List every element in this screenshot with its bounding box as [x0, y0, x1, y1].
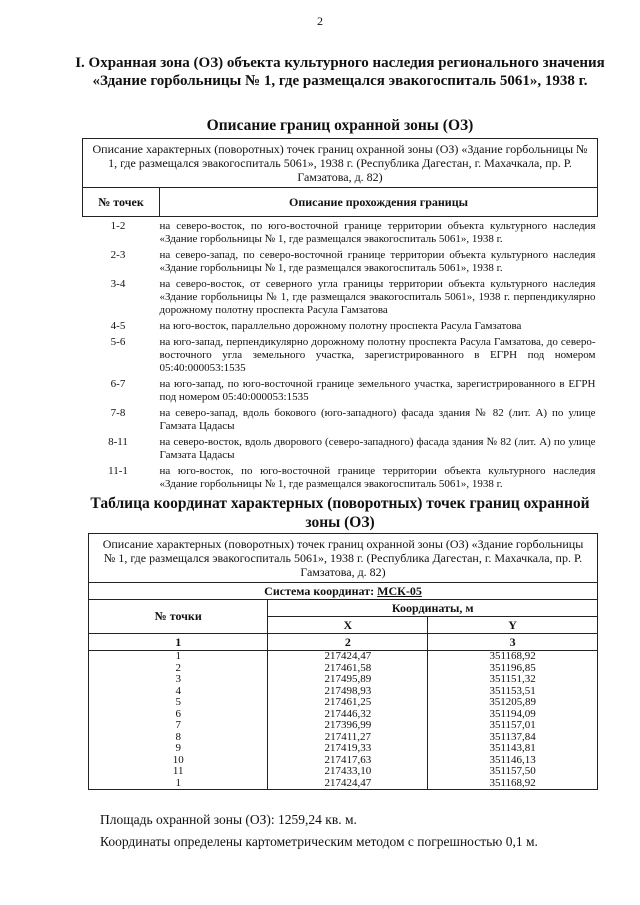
point-x: 217498,93: [268, 686, 428, 698]
boundary-row-text: на юго-запад, перпендикулярно дорожному полотну проспекта Расула Гамзатова, до северо-восточного угла земельного участка, зарегистрированного в ЕГРН под номером 05:40:000053:1535: [159, 336, 596, 374]
boundary-row-points: 2-3: [110, 249, 126, 261]
coordinate-system: [89, 583, 598, 600]
table-row: [89, 697, 598, 709]
col-index-3: 3: [428, 634, 598, 651]
point-x: 217446,32: [268, 709, 428, 721]
point-y: 351194,09: [428, 709, 598, 721]
col-header-point: № точки: [89, 600, 268, 634]
col-index-1: 1: [89, 634, 268, 651]
point-x: 217461,58: [268, 663, 428, 675]
point-y: 351168,92: [428, 651, 598, 663]
point-x: 217417,63: [268, 755, 428, 767]
boundary-row: [83, 220, 598, 249]
boundary-description-table: [82, 138, 598, 494]
area-statement: Площадь охранной зоны (ОЗ): 1259,24 кв. м.: [100, 812, 357, 827]
col-header-x: X: [268, 617, 428, 634]
boundary-row-text: на юго-восток, по юго-восточной границе территории объекта культурного наследия «Здание горбольницы № 1, где размещался эвакогоспиталь 5061», 1938 г.: [159, 465, 596, 490]
point-x: 217411,27: [268, 732, 428, 744]
document-title: I. Охранная зона (ОЗ) объекта культурного наследия регионального значения «Здание горбольницы № 1, где размещался эвакогоспиталь 5061», 1938 г.: [75, 55, 605, 89]
point-x: 217419,33: [268, 743, 428, 755]
coords-table-caption: Описание характерных (поворотных) точек границ охранной зоны (ОЗ) «Здание горбольницы № 1, где размещался эвакогоспиталь 5061», 1938 г. (Республика Дагестан, г. Махачкала, пр. Р. Гамзатова, д. 82): [89, 534, 598, 583]
boundary-section-title: Описание границ охранной зоны (ОЗ): [206, 117, 474, 134]
boundary-row-points: 8-11: [108, 436, 128, 448]
point-y: 351205,89: [428, 697, 598, 709]
point-number: 1: [89, 651, 268, 663]
point-y: 351168,92: [428, 778, 598, 790]
point-y: 351157,50: [428, 766, 598, 778]
table-row: [89, 766, 598, 778]
point-y: 351153,51: [428, 686, 598, 698]
point-number: 7: [89, 720, 268, 732]
table-row: [89, 720, 598, 732]
coords-section-title: Таблица координат характерных (поворотных) точек границ охранной зоны (ОЗ): [90, 495, 590, 531]
boundary-row: [83, 249, 598, 278]
point-number: 3: [89, 674, 268, 686]
coordinate-system-label: Система координат:: [264, 583, 378, 598]
col-header-points: № точек: [83, 188, 160, 217]
boundary-row-text: на юго-запад, по юго-восточной границе земельного участка, зарегистрированного в ЕГРН под номером 05:40:000053:1535: [159, 378, 596, 403]
boundary-row-text: на северо-восток, вдоль дворового (северо-западного) фасада здания № 82 (лит. А) по улице Гамзата Цадасы: [159, 436, 596, 461]
col-index-2: 2: [268, 634, 428, 651]
point-number: 9: [89, 743, 268, 755]
boundary-row-points: 5-6: [110, 336, 126, 348]
point-number: 11: [89, 766, 268, 778]
boundary-row-points: 11-1: [108, 465, 128, 477]
boundary-row: [83, 378, 598, 407]
point-y: 351146,13: [428, 755, 598, 767]
point-x: 217433,10: [268, 766, 428, 778]
point-x: 217495,89: [268, 674, 428, 686]
boundary-row: [83, 436, 598, 465]
col-header-description: Описание прохождения границы: [160, 188, 598, 217]
boundary-table-caption: Описание характерных (поворотных) точек границ охранной зоны (ОЗ) «Здание горбольницы № 1, где размещался эвакогоспиталь 5061», 1938 г. (Республика Дагестан, г. Махачкала, пр. Р. Гамзатова, д. 82): [83, 139, 598, 188]
point-x: 217461,25: [268, 697, 428, 709]
boundary-row: [83, 336, 598, 378]
point-x: 217396,99: [268, 720, 428, 732]
boundary-row: [83, 320, 598, 336]
table-row: [89, 651, 598, 663]
page-number: 2: [317, 14, 323, 28]
point-number: 2: [89, 663, 268, 675]
point-y: 351196,85: [428, 663, 598, 675]
point-number: 4: [89, 686, 268, 698]
coordinates-table: [88, 533, 598, 790]
boundary-row-text: на северо-запад, вдоль бокового (юго-западного) фасада здания № 82 (лит. А) по улице Гамзата Цадасы: [159, 407, 596, 432]
boundary-row-text: на северо-восток, от северного угла границы территории объекта культурного наследия «Здание горбольницы № 1, где размещался эвакогоспиталь 5061», 1938 г. перпендикулярно дорожному полотну проспекта Расула Гамзатова: [159, 278, 596, 316]
col-header-y: Y: [428, 617, 598, 634]
point-y: 351143,81: [428, 743, 598, 755]
boundary-row-text: на северо-запад, по северо-восточной границе территории объекта культурного наследия «Здание горбольницы № 1, где размещался эвакогоспиталь 5061», 1938 г.: [159, 249, 596, 274]
point-y: 351137,84: [428, 732, 598, 744]
point-number: 10: [89, 755, 268, 767]
point-number: 1: [89, 778, 268, 790]
boundary-row-points: 3-4: [110, 278, 126, 290]
method-statement: Координаты определены картометрическим методом с погрешностью 0,1 м.: [100, 834, 538, 849]
boundary-row: [83, 407, 598, 436]
point-number: 6: [89, 709, 268, 721]
point-y: 351151,32: [428, 674, 598, 686]
boundary-row-text: на юго-восток, параллельно дорожному полотну проспекта Расула Гамзатова: [159, 320, 522, 332]
boundary-row: [83, 465, 598, 494]
boundary-row-points: 1-2: [110, 220, 126, 232]
boundary-row-points: 7-8: [110, 407, 126, 419]
table-row: [89, 674, 598, 686]
point-x: 217424,47: [268, 778, 428, 790]
point-number: 5: [89, 697, 268, 709]
col-header-coordinates: Координаты, м: [268, 600, 598, 617]
boundary-row-points: 6-7: [110, 378, 126, 390]
boundary-row-text: на северо-восток, по юго-восточной границе территории объекта культурного наследия «Здание горбольницы № 1, где размещался эвакогоспиталь 5061», 1938 г.: [159, 220, 596, 245]
coordinate-system-name: МСК-05: [377, 583, 422, 598]
point-x: 217424,47: [268, 651, 428, 663]
point-y: 351157,01: [428, 720, 598, 732]
boundary-row-points: 4-5: [110, 320, 126, 332]
boundary-row: [83, 278, 598, 320]
point-number: 8: [89, 732, 268, 744]
table-row: [89, 778, 598, 790]
table-row: [89, 743, 598, 755]
